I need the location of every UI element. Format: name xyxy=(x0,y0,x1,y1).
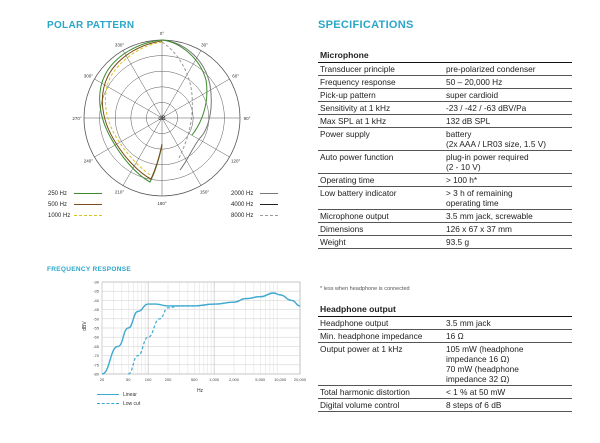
polar-angle-label: 150° xyxy=(199,189,210,195)
polar-curve-8000hz xyxy=(162,42,192,160)
table-heading-row xyxy=(318,303,572,317)
fr-x-tick-label: 2,000 xyxy=(228,377,240,382)
fr-x-tick-label: 200 xyxy=(164,377,172,382)
table-row: Max SPL at 1 kHz 132 dB SPL xyxy=(318,115,572,128)
table-row: Transducer principle pre-polarized condenser xyxy=(318,63,572,76)
fr-legend-item-low-cut: Low cut xyxy=(97,399,140,408)
fr-x-tick-label: 1,000 xyxy=(209,377,220,382)
table-row: Digital volume control 8 steps of 6 dB xyxy=(318,399,572,412)
polar-angle-label: 30° xyxy=(201,42,208,48)
fr-y-axis-label: dBV xyxy=(82,321,88,331)
fr-y-tick-label: -50 xyxy=(93,316,99,322)
fr-y-tick-label: -75 xyxy=(93,362,99,368)
polar-spoke xyxy=(162,50,201,118)
table-row: Frequency response 50 – 20,000 Hz xyxy=(318,76,572,89)
frequency-response-chart xyxy=(80,276,310,396)
table-row: Microphone output 3.5 mm jack, screwable xyxy=(318,210,572,223)
polar-angle-label: 270° xyxy=(72,116,82,121)
polar-curve-500hz xyxy=(102,41,162,179)
fr-x-tick-label: 20 xyxy=(99,377,105,382)
fr-y-tick-label: -80 xyxy=(93,371,99,377)
polar-legend-right xyxy=(231,188,301,221)
table-row: Auto power function plug-in power required (2 - 10 V) xyxy=(318,151,572,174)
specifications-title: SPECIFICATIONS xyxy=(318,19,414,31)
fr-grid xyxy=(102,282,300,374)
fr-x-tick-label: 100 xyxy=(144,377,152,382)
table-row: Low battery indicator > 3 h of remaining operating time xyxy=(318,187,572,210)
polar-angle-label: 300° xyxy=(83,73,94,79)
table-heading-row xyxy=(318,49,572,63)
polar-angle-label: 240° xyxy=(83,158,94,164)
polar-center-label: dB xyxy=(158,116,166,122)
polar-spoke xyxy=(162,79,230,118)
table-row: Output power at 1 kHz 105 mW (headphone impedance 16 Ω) 70 mW (headphone impedance 32 Ω) xyxy=(318,343,572,386)
legend-item-8000hz: 8000 Hz xyxy=(231,210,301,221)
fr-y-tick-label: -70 xyxy=(93,353,99,359)
polar-legend xyxy=(48,188,278,224)
table-row: Operating time > 100 h* xyxy=(318,174,572,187)
legend-swatch xyxy=(260,204,278,205)
table-row: Dimensions 126 x 67 x 37 mm xyxy=(318,223,572,236)
legend-item-250hz: 250 Hz xyxy=(48,188,138,199)
legend-item-2000hz: 2000 Hz xyxy=(231,188,301,199)
fr-y-tick-labels xyxy=(93,280,100,377)
fr-x-tick-label: 5,000 xyxy=(255,377,266,382)
legend-swatch xyxy=(97,394,119,395)
legend-swatch xyxy=(74,204,102,205)
headphone-spec-table xyxy=(318,303,572,412)
polar-spoke xyxy=(162,118,230,157)
fr-y-tick-label: -60 xyxy=(93,334,99,340)
fr-x-tick-label: 500 xyxy=(190,377,198,382)
table-row: Sensitivity at 1 kHz -23 / -42 / -63 dBV/Pa xyxy=(318,102,572,115)
polar-legend-left xyxy=(48,188,138,221)
fr-legend-item-linear: Linear xyxy=(97,390,140,399)
legend-swatch xyxy=(97,403,119,404)
polar-angle-label: 330° xyxy=(114,42,125,48)
microphone-spec-table xyxy=(318,49,572,249)
table-row: Pick-up pattern super cardioid xyxy=(318,89,572,102)
fr-y-tick-label: -35 xyxy=(93,288,99,294)
fr-y-tick-label: -45 xyxy=(93,307,99,313)
fr-x-tick-label: 10,000 xyxy=(274,377,287,382)
legend-item-500hz: 500 Hz xyxy=(48,199,138,210)
legend-item-4000hz: 4000 Hz xyxy=(231,199,301,210)
legend-swatch xyxy=(260,215,278,216)
polar-spoke xyxy=(123,118,162,186)
microphone-heading: Microphone xyxy=(318,49,572,63)
fr-x-tick-label: 50 xyxy=(126,377,131,382)
table-row: Power supply battery (2x AAA / LR03 size, 1.5 V) xyxy=(318,128,572,151)
fr-y-tick-label: -30 xyxy=(93,279,99,285)
fr-legend xyxy=(97,390,140,408)
fr-y-tick-label: -40 xyxy=(93,297,99,303)
table-row: Weight 93.5 g xyxy=(318,236,572,249)
legend-item-1000hz: 1000 Hz xyxy=(48,210,138,221)
fr-x-tick-labels xyxy=(100,377,307,382)
frequency-response-title: FREQUENCY RESPONSE xyxy=(47,266,132,273)
footnote: * less when headphone is connected xyxy=(320,286,410,292)
fr-y-tick-label: -65 xyxy=(93,343,99,349)
polar-pattern-title: POLAR PATTERN xyxy=(47,20,135,31)
headphone-heading: Headphone output xyxy=(318,303,572,317)
polar-angle-label: 0° xyxy=(159,31,165,36)
table-row: Headphone output 3.5 mm jack xyxy=(318,317,572,330)
polar-angle-label: 90° xyxy=(243,116,251,121)
table-row: Min. headphone impedance 16 Ω xyxy=(318,330,572,343)
polar-angle-label: 180° xyxy=(157,201,167,206)
polar-angle-label: 210° xyxy=(114,189,125,195)
legend-swatch xyxy=(74,215,102,216)
fr-series-linear xyxy=(102,293,300,374)
fr-y-tick-label: -55 xyxy=(93,325,99,331)
polar-spoke xyxy=(123,50,162,118)
fr-x-tick-label: 20,000 xyxy=(293,377,307,382)
legend-swatch xyxy=(260,193,278,194)
fr-x-axis-label: Hz xyxy=(196,388,204,394)
legend-swatch xyxy=(74,193,102,194)
polar-angle-label: 60° xyxy=(232,73,240,79)
polar-angle-label: 120° xyxy=(230,158,241,164)
table-row: Total harmonic distortion < 1 % at 50 mW xyxy=(318,386,572,399)
